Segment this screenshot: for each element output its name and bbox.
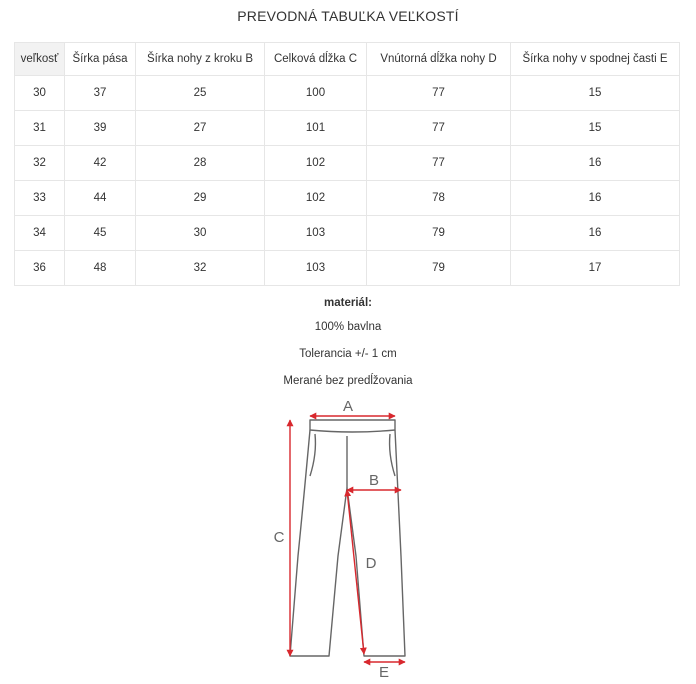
table-header-row — [15, 43, 680, 76]
cell-inner-leg-length: 77 — [367, 146, 511, 181]
measure-label-b: B — [368, 472, 380, 489]
header-total-length: Celková dĺžka C — [265, 43, 367, 76]
cell-inner-leg-length: 78 — [367, 181, 511, 216]
cell-crotch-leg-width: 32 — [136, 251, 265, 286]
header-bottom-leg-width: Šírka nohy v spodnej časti E — [511, 43, 680, 76]
cell-inner-leg-length: 79 — [367, 216, 511, 251]
size-table — [14, 42, 680, 286]
cell-inner-leg-length: 77 — [367, 76, 511, 111]
header-crotch-leg-width: Šírka nohy z kroku B — [136, 43, 265, 76]
table-row — [15, 76, 680, 111]
cell-crotch-leg-width: 25 — [136, 76, 265, 111]
cell-bottom-leg-width: 16 — [511, 146, 680, 181]
table-row — [15, 216, 680, 251]
cell-crotch-leg-width: 28 — [136, 146, 265, 181]
measure-label-d: D — [365, 555, 377, 572]
cell-size: 33 — [15, 181, 65, 216]
material-label: materiál: — [324, 297, 372, 309]
cell-crotch-leg-width: 29 — [136, 181, 265, 216]
cell-total-length: 102 — [265, 181, 367, 216]
cell-total-length: 101 — [265, 111, 367, 146]
cell-waist-width: 37 — [65, 76, 136, 111]
cell-inner-leg-length: 79 — [367, 251, 511, 286]
measure-line-d — [347, 490, 364, 654]
cell-size: 30 — [15, 76, 65, 111]
cell-bottom-leg-width: 15 — [511, 76, 680, 111]
table-row — [15, 146, 680, 181]
header-size: veľkosť — [15, 43, 65, 76]
measure-label-a: A — [342, 398, 354, 415]
cell-total-length: 100 — [265, 76, 367, 111]
header-waist-width: Šírka pása — [65, 43, 136, 76]
cell-bottom-leg-width: 16 — [511, 181, 680, 216]
measure-label-c: C — [273, 529, 285, 546]
pants-measurement-diagram — [268, 396, 428, 680]
cell-bottom-leg-width: 15 — [511, 111, 680, 146]
table-row — [15, 251, 680, 286]
cell-size: 32 — [15, 146, 65, 181]
tolerance-note: Tolerancia +/- 1 cm — [299, 348, 397, 360]
table-row — [15, 111, 680, 146]
header-inner-leg-length: Vnútorná dĺžka nohy D — [367, 43, 511, 76]
cell-total-length: 103 — [265, 251, 367, 286]
cell-bottom-leg-width: 17 — [511, 251, 680, 286]
cell-waist-width: 42 — [65, 146, 136, 181]
cell-waist-width: 45 — [65, 216, 136, 251]
measure-label-e: E — [378, 664, 390, 680]
measured-note: Merané bez predĺžovania — [283, 375, 413, 387]
table-row — [15, 181, 680, 216]
page-title: PREVODNÁ TABUĽKA VEĽKOSTÍ — [237, 8, 459, 24]
material-value: 100% bavlna — [314, 321, 382, 333]
cell-size: 36 — [15, 251, 65, 286]
cell-crotch-leg-width: 27 — [136, 111, 265, 146]
cell-total-length: 102 — [265, 146, 367, 181]
cell-waist-width: 48 — [65, 251, 136, 286]
pants-outline — [290, 420, 405, 656]
cell-waist-width: 44 — [65, 181, 136, 216]
cell-crotch-leg-width: 30 — [136, 216, 265, 251]
cell-total-length: 103 — [265, 216, 367, 251]
cell-waist-width: 39 — [65, 111, 136, 146]
cell-bottom-leg-width: 16 — [511, 216, 680, 251]
cell-size: 31 — [15, 111, 65, 146]
cell-size: 34 — [15, 216, 65, 251]
cell-inner-leg-length: 77 — [367, 111, 511, 146]
